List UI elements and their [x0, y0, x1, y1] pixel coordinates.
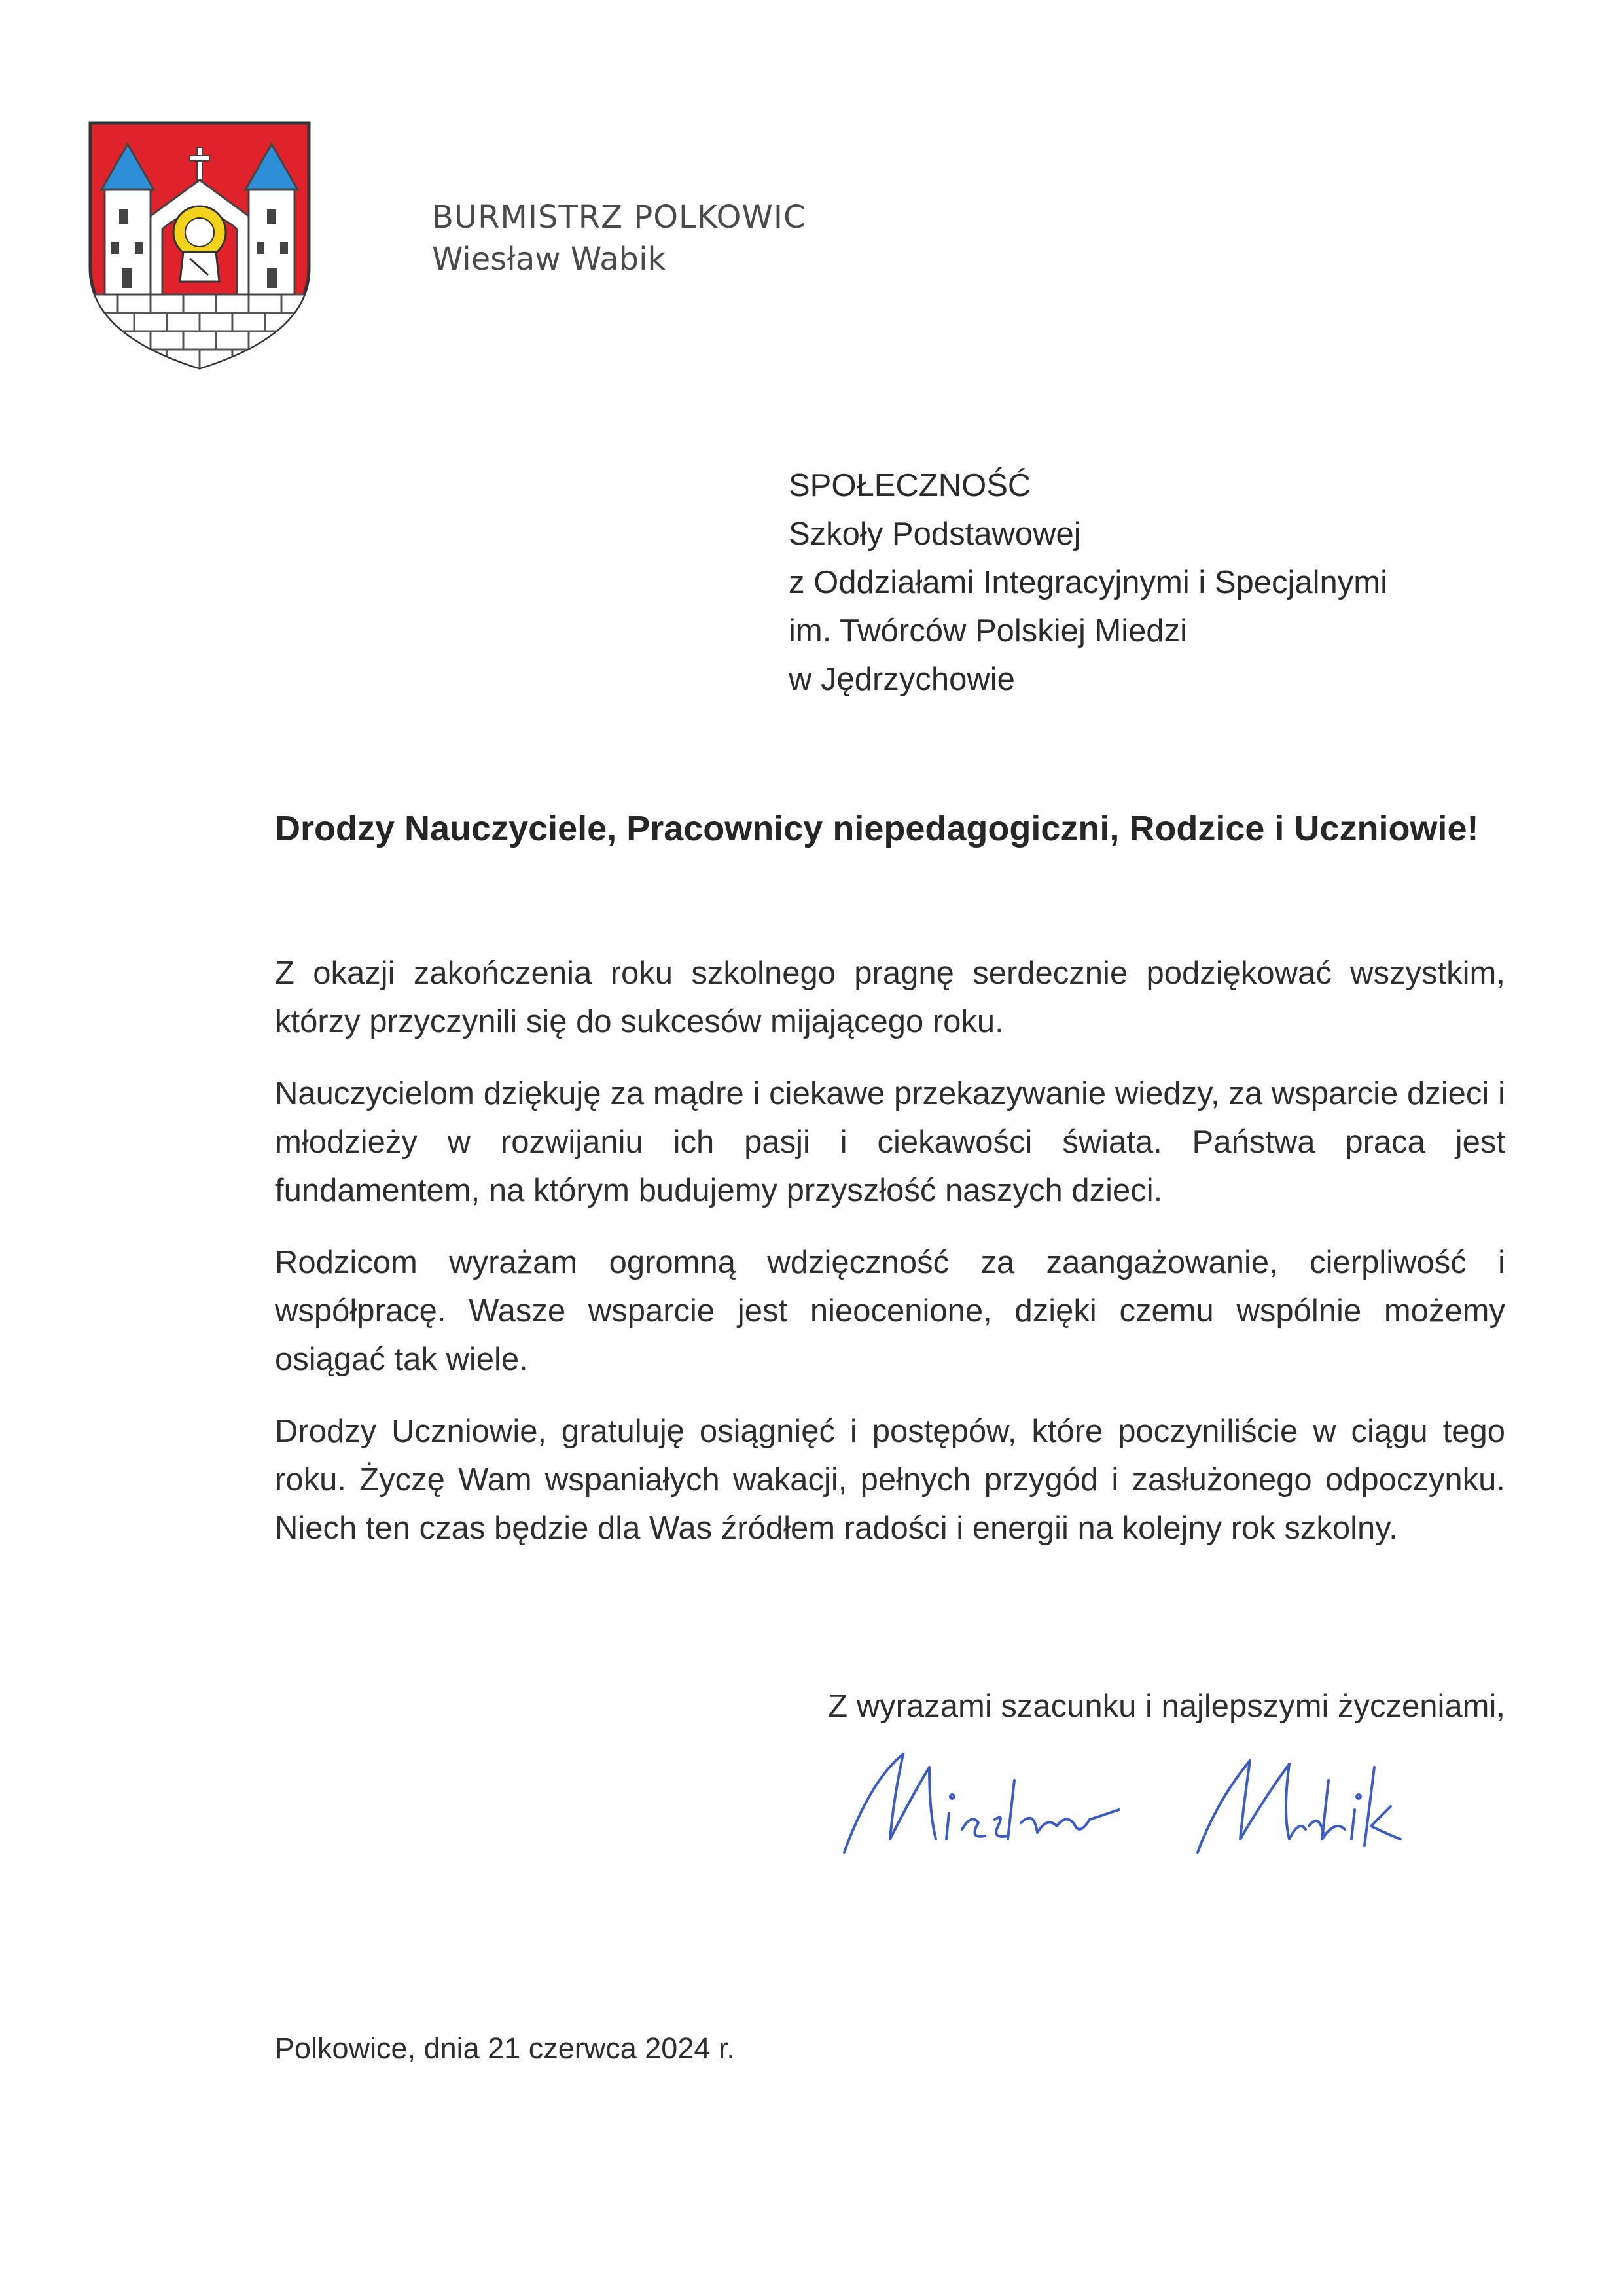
body-paragraph: Nauczycielom dziękuję za mądre i ciekawe przekazywanie wiedzy, za wsparcie dzieci i młodzieży w rozwijaniu ich pasji i ciekawości świata. Państwa praca jest fundamentem, na którym budujemy przyszłość naszych dzieci.	[275, 1076, 1505, 1208]
recipient-line: im. Twórców Polskiej Miedzi	[789, 613, 1188, 649]
body-paragraph: Rodzicom wyrażam ogromną wdzięczność za zaangażowanie, cierpliwość i współpracę. Wasze wsparcie jest nieocenione, dzięki czemu wspólnie możemy osiągać tak wiele.	[275, 1245, 1505, 1377]
salutation: Drodzy Nauczyciele, Pracownicy niepedagogiczni, Rodzice i Uczniowie!	[275, 809, 1479, 848]
letter-body	[275, 949, 1505, 1576]
recipient-line: z Oddziałami Integracyjnymi i Specjalnymi	[789, 565, 1387, 600]
body-paragraph: Z okazji zakończenia roku szkolnego pragnę serdecznie podziękować wszystkim, którzy przyczynili się do sukcesów mijającego roku.	[275, 956, 1505, 1039]
issuer-name: Wiesław Wabik	[432, 241, 666, 278]
recipient-line: Szkoły Podstawowej	[789, 516, 1081, 552]
recipient-address	[789, 461, 1387, 704]
coat-of-arms-icon	[85, 118, 314, 373]
body-paragraph: Drodzy Uczniowie, gratuluję osiągnięć i postępów, które poczyniliście w ciągu tego roku. Życzę Wam wspaniałych wakacji, pełnych przygód i zasłużonego odpoczynku. Niech ten czas będzie dla Was źródłem radości i energii na kolejny rok szkolny.	[275, 1414, 1505, 1546]
handwritten-signature	[831, 1741, 1420, 1872]
issuer-title: BURMISTRZ POLKOWIC	[432, 199, 806, 236]
issuer-block	[432, 196, 806, 280]
date-line: Polkowice, dnia 21 czerwca 2024 r.	[275, 2032, 735, 2065]
closing-line: Z wyrazami szacunku i najlepszymi życzeniami,	[828, 1689, 1505, 1724]
recipient-line: SPOŁECZNOŚĆ	[789, 468, 1031, 503]
recipient-line: w Jędrzychowie	[789, 662, 1015, 697]
